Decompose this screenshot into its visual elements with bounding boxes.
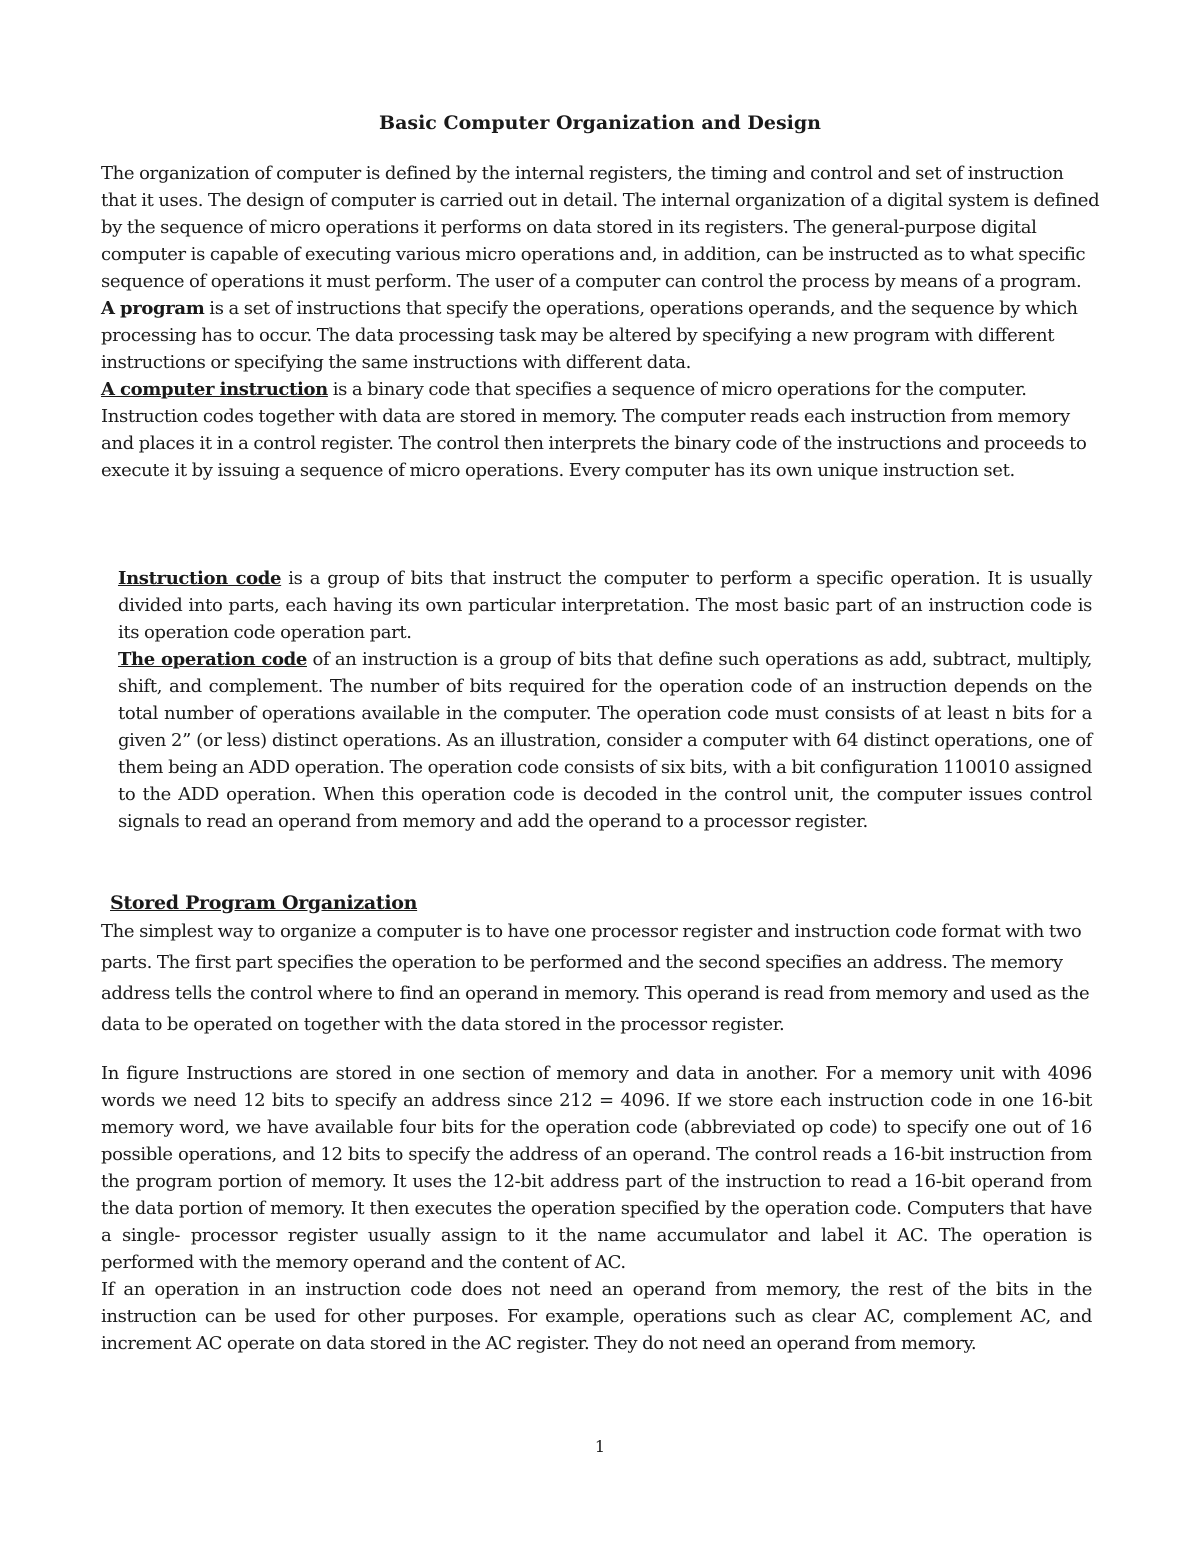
page-title: Basic Computer Organization and Design: [379, 112, 821, 134]
page-number: 1: [594, 1437, 606, 1456]
stored-program-section: [101, 916, 1101, 1040]
figure-paragraph: In figure Instructions are stored in one section of memory and data in another. For a memory unit with 4096 words we need 12 bits to specify an address since 212 = 4096. If we store each instruction code in one 16-bit memory word, we have available four bits for the operation code (abbreviated op code) to specify one out of 16 possible operations, and 12 bits to specify the address of an operand. The control reads a 16-bit instruction from the program portion of memory. It uses the 12-bit address part of the instruction to read a 16-bit operand from the data portion of memory. It then executes the operation specified by the operation code. Computers that have a single- processor register usually assign to it the name accumulator and label it AC. The operation is performed with the memory operand and the content of AC.: [101, 1063, 1092, 1273]
operation-code-paragraph: [110, 646, 1092, 835]
instruction-term: A computer instruction: [101, 379, 328, 400]
instruction-code-paragraph: [110, 565, 1092, 646]
instruction-code-section: [110, 565, 1092, 835]
instruction-code-text: is a group of bits that instruct the computer to perform a specific operation. It is usually divided into parts, each having its own particular interpretation. The most basic part of an instruction code is its operation code operation part.: [118, 568, 1092, 643]
operand-paragraph: If an operation in an instruction code does not need an operand from memory, the rest of the bits in the instruction can be used for other purposes. For example, operations such as clear AC, complement AC, and increment AC operate on data stored in the AC register. They do not need an operand from memory.: [101, 1279, 1092, 1354]
operation-code-term: The operation code: [118, 649, 307, 670]
program-term: A program: [101, 298, 205, 319]
instruction-text: is a binary code that specifies a sequence of micro operations for the computer. Instruction codes together with data are stored in memory. The computer reads each instruction from memory and places it in a control register. The control then interprets the binary code of the instructions and proceeds to execute it by issuing a sequence of micro operations. Every computer has its own unique instruction set.: [101, 379, 1087, 481]
intro-paragraph: The organization of computer is defined by the internal registers, the timing and control and set of instruction that it uses. The design of computer is carried out in detail. The internal organization of a digital system is defined by the sequence of micro operations it performs on data stored in its registers. The general-purpose digital computer is capable of executing various micro operations and, in addition, can be instructed as to what specific sequence of operations it must perform. The user of a computer can control the process by means of a program.: [101, 163, 1100, 292]
intro-section: [101, 160, 1101, 484]
stored-program-heading: Stored Program Organization: [110, 892, 418, 914]
instruction-definition: [101, 376, 1101, 484]
stored-program-paragraph: The simplest way to organize a computer is to have one processor register and instruction code format with two parts. The first part specifies the operation to be performed and the second specifies an address. The memory address tells the control where to find an operand in memory. This operand is read from memory and used as the data to be operated on together with the data stored in the processor register.: [101, 921, 1090, 1035]
figure-section: [101, 1060, 1092, 1357]
instruction-code-term: Instruction code: [118, 568, 282, 589]
program-definition: [101, 295, 1101, 376]
program-text: is a set of instructions that specify the operations, operations operands, and the sequence by which processing has to occur. The data processing task may be altered by specifying a new program with different instructions or specifying the same instructions with different data.: [101, 298, 1078, 373]
operation-code-text: of an instruction is a group of bits that define such operations as add, subtract, multiply, shift, and complement. The number of bits required for the operation code of an instruction depends on the total number of operations available in the computer. The operation code must consists of at least n bits for a given 2” (or less) distinct operations. As an illustration, consider a computer with 64 distinct operations, one of them being an ADD operation. The operation code consists of six bits, with a bit configuration 110010 assigned to the ADD operation. When this operation code is decoded in the control unit, the computer issues control signals to read an operand from memory and add the operand to a processor register.: [118, 649, 1092, 832]
